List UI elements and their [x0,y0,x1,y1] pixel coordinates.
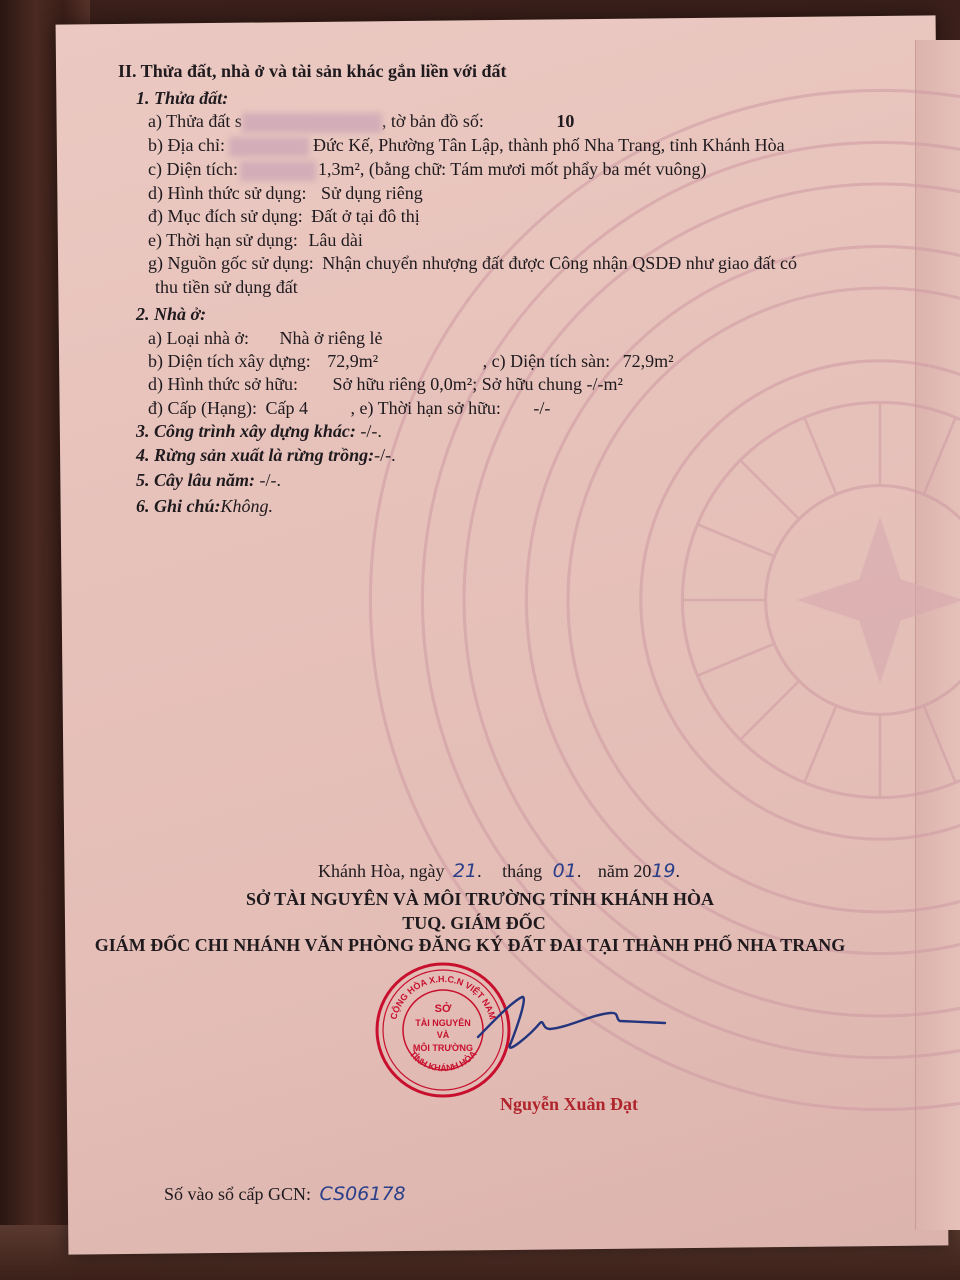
build-area-row [148,350,674,372]
planted-forest-label: 4. Rừng sản xuất là rừng trồng: [136,445,375,465]
address-label: b) Địa chỉ: [148,135,225,155]
on-behalf-of: TUQ. GIÁM ĐỐC [402,913,546,933]
usage-form-row [148,182,423,204]
usage-term-row [148,229,363,251]
floor-area-label: , c) Diện tích sàn: [482,351,611,371]
other-construction-value: -/-. [360,421,382,441]
floor-area-value: 72,9m² [622,351,674,371]
area-value: 1,3m², (bằng chữ: Tám mươi mốt phẩy ba mét vuông) [317,159,707,179]
seal-bottom-text: TỈNH KHÁNH HÒA [407,1048,479,1074]
seal-line-1: SỞ [434,1003,452,1015]
ownership-term-value: -/- [533,398,551,418]
other-construction-label: 3. Công trình xây dựng khác: [136,421,356,441]
house-type-value: Nhà ở riêng lẻ [279,328,383,348]
redacted-area [240,161,316,181]
ownership-term-label: , e) Thời hạn sở hữu: [350,398,501,418]
notes-row [136,495,273,517]
redacted-parcel-number [242,113,382,133]
house-type-row [148,327,382,349]
planted-forest-row [136,444,396,466]
date-day: 21 [452,860,478,882]
usage-term-label: e) Thời hạn sử dụng: [148,230,298,250]
notes-value: Không. [220,496,274,516]
redacted-address [229,137,309,157]
address-value: Đức Kế, Phường Tân Lập, thành phố Nha Trang, tỉnh Khánh Hòa [312,135,785,155]
signer-position: GIÁM ĐỐC CHI NHÁNH VĂN PHÒNG ĐĂNG KÝ ĐẤT ĐAI TẠI THÀNH PHỐ NHA TRANG [94,935,846,955]
perennial-trees-row [136,469,281,491]
usage-term-value: Lâu dài [308,230,363,250]
signer-name: Nguyễn Xuân Đạt [500,1094,639,1114]
gcn-register-row [164,1183,406,1205]
usage-form-label: d) Hình thức sử dụng: [148,183,307,203]
seal-line-3: VÀ [436,1030,450,1040]
grade-row [148,397,550,419]
house-heading: 2. Nhà ở: [136,304,207,324]
build-area-value: 72,9m² [327,351,379,371]
usage-origin-value-cont: thu tiền sử dụng đất [155,277,298,297]
other-construction-row [136,420,382,442]
seal-line-2: TÀI NGUYÊN [415,1018,471,1028]
issuing-agency: SỞ TÀI NGUYÊN VÀ MÔI TRƯỜNG TỈNH KHÁNH HÒA [245,889,715,909]
seal-line-4: MÔI TRƯỜNG [412,1043,474,1053]
date-month-label: tháng [502,861,543,881]
usage-purpose-row [148,205,420,227]
place-date-prefix: Khánh Hòa, ngày [318,861,445,881]
ownership-value: Sở hữu riêng 0,0m²; Sở hữu chung -/-m² [332,374,623,394]
ownership-label: d) Hình thức sở hữu: [148,374,299,394]
date-month: 01 [552,860,577,882]
section-title: II. Thửa đất, nhà ở và tài sản khác gắn liền với đất [118,61,507,81]
date-year-suffix: 19 [651,860,676,882]
perennial-trees-label: 5. Cây lâu năm: [136,470,256,490]
house-type-label: a) Loại nhà ở: [148,328,249,348]
usage-origin-value: Nhận chuyển nhượng đất được Công nhận QSDĐ như giao đất có [322,253,797,273]
usage-form-value: Sử dụng riêng [321,183,423,203]
map-sheet-number: 10 [556,111,575,131]
land-heading: 1. Thửa đất: [136,88,229,108]
ownership-row [148,373,623,395]
perennial-trees-value: -/-. [259,470,282,490]
planted-forest-value: -/-. [374,445,396,465]
seal-ring-text: CỘNG HÒA X.H.C.N VIỆT NAM [388,973,498,1021]
land-address-row [148,134,785,157]
notes-label: 6. Ghi chú: [136,496,221,516]
usage-origin-row [148,252,797,274]
date-year-label: năm 20 [597,861,652,881]
build-area-label: b) Diện tích xây dựng: [148,351,311,371]
gcn-register-label: Số vào sổ cấp GCN: [164,1184,311,1204]
usage-purpose-label: đ) Mục đích sử dụng: [148,206,303,226]
grade-value: Cấp 4 [265,398,308,418]
map-sheet-label: , tờ bản đồ số: [381,111,484,131]
land-parcel-row [148,110,574,133]
area-label: c) Diện tích: [148,159,238,179]
land-area-row [148,158,707,181]
land-parcel-label: a) Thửa đất s [148,111,242,131]
usage-origin-label: g) Nguồn gốc sử dụng: [148,253,314,273]
gcn-register-number: CS06178 [319,1183,406,1205]
place-date-line: Khánh Hòa, ngày 21. tháng 01. năm 2019. [318,860,681,882]
usage-purpose-value: Đất ở tại đô thị [311,206,420,226]
handwritten-signature [470,985,710,1065]
grade-label: đ) Cấp (Hạng): [148,398,257,418]
